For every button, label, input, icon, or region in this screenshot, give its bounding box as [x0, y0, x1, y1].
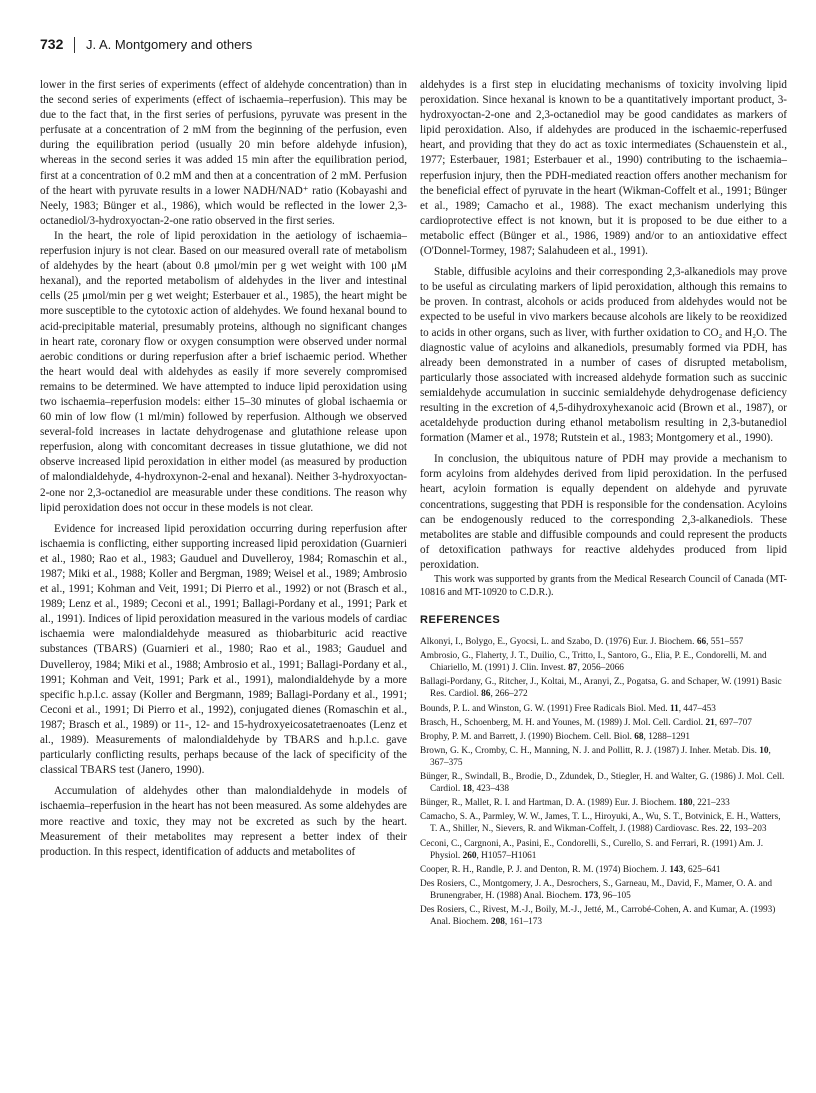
reference-volume: 22 [720, 824, 730, 835]
reference-pages: , 96–105 [598, 890, 631, 901]
reference-volume: 86 [481, 689, 491, 700]
reference-item [420, 864, 787, 876]
reference-item [420, 717, 787, 729]
body-paragraph: In the heart, the role of lipid peroxidation in the aetiology of ischaemia–reperfusion injury is not clear. Based on our measured overall rate of metabolism of aldehydes by the heart (about 0.8 μmol/min per g wet weight with 100 μM hexanal), and the reported metabolism of aldehydes in the liver and intestinal cells (25 μmol/min per g wet weight; Esterbauer et al., 1985), the heart might be more susceptible to the cytotoxic action of aldehydes. We found hexanal bound to acid-precipitable material, presumably proteins, although no significant changes in heart rate, coronary flow or oxygen consumption were observed under normal aerobic conditions or during reperfusion after a brief ischaemic period. Whether the heart would deal with aldehydes as easily if more severely compromised remains to be determined. We have attempted to induce lipid peroxidation using two ischaemia–reperfusion models: either 15–30 minutes of global ischaemia or 60 min of low flow (1 ml/min) followed by reperfusion. Although we observed several-fold increases in lactate dehydrogenase and glutathione release upon reperfusion, along with concomitant decreases in tissue glutathione, we did not observe increased lipid peroxidation in either model (as measured by production of malondialdehyde, 4-hydroxynon-2-enal and hexanal). Neither 3-hydroxyoctan-2-one nor 2,3-octanediol are measurable under these conditions. The reason why lipid peroxidation does not occur in these models is not clear. [40, 229, 407, 514]
reference-text: Cooper, R. H., Randle, P. J. and Denton, R. M. (1974) Biochem. J. [420, 864, 670, 875]
body-paragraph: In conclusion, the ubiquitous nature of PDH may provide a mechanism to form acyloins from aldehydes derived from lipid peroxidation. In the perfused heart, acyloin formation is equally dependent on aldehyde and pyruvate concentrations, suggesting that PDH is responsible for the condensation. Acyloins can be endogenously reduced to the corresponding 2,3-alkanediols. These metabolites are stable and diffusible compounds and could represent the products of detoxification pathways for reactive aldehydes produced from lipid peroxidation. [420, 453, 787, 571]
reference-volume: 18 [462, 784, 472, 795]
reference-pages: , 551–557 [706, 637, 744, 648]
reference-pages: , 193–203 [729, 824, 767, 835]
reference-text: Brown, G. K., Cromby, C. H., Manning, N. J. and Pollitt, R. J. (1987) J. Inher. Metab. Dis. [420, 745, 760, 756]
body-paragraph: Stable, diffusible acyloins and their corresponding 2,3-alkanediols may prove to be useful as circulating markers of lipid peroxidation, although this remains to be proven. In contrast, alcohols or acids produced from aldehydes would not be expected to be useful in vivo markers because alcohols are likely to be reoxidized to acids in other organs, such as liver, with further oxidation to CO₂ and H₂O. The diagnostic value of acyloins and alkanediols, presumably formed via PDH, has already been demonstrated in a number of cases of disrupted metabolism, particularly those associated with increased aldehyde formation such as succinic semialdehyde accumulation in succinic semialdehyde dehydrogenase deficiency resulting in the excretion of 4,5-dihydroxyhexanoic acid (Brown et al., 1987), or acetaldehyde production during ethanol metabolism resulting in 2,3-butanediol formation (Mamer et al., 1978; Rutstein et al., 1983; Montgomery et al., 1990). [420, 266, 787, 445]
reference-volume: 260 [462, 850, 477, 861]
reference-item [420, 703, 787, 715]
body-paragraph: aldehydes is a first step in elucidating mechanisms of toxicity involving lipid peroxidation. Since hexanal is known to be a quantitatively important product, 3-hydroxyoctan-2-one and 2,3-octanediol may be good candidates as markers of lipid peroxidation. Also, if aldehydes are produced in the ischaemic-reperfused heart, and providing that they do act as toxic intermediates (Schauenstein et al., 1977; Esterbauer, 1981; Esterbauer et al., 1990) contributing to the ischaemia–reperfusion injury, then the PDH-mediated reaction offers another mechanism for the beneficial effect of pyruvate in the heart (Wikman-Coffelt et al., 1991; Bünger et al., 1989; Camacho et al., 1988). The exact mechanism underlying this cardioprotective effect is not known, but it is proposed to be due either to a metabolic effect (Bünger et al., 1986, 1989) and/or to an antioxidative effect (O'Donnel-Tormey, 1987; Salahudeen et al., 1991). [420, 79, 787, 258]
reference-item [420, 650, 787, 674]
reference-volume: 10 [759, 745, 769, 756]
right-column [420, 78, 787, 930]
reference-text: Brophy, P. M. and Barrett, J. (1990) Biochem. Cell. Biol. [420, 731, 635, 742]
reference-pages: , 367–375 [430, 745, 771, 768]
reference-item [420, 904, 787, 928]
reference-pages: , 1288–1291 [643, 731, 691, 742]
reference-pages: , H1057–H1061 [476, 850, 537, 861]
reference-volume: 173 [584, 890, 599, 901]
reference-item [420, 745, 787, 769]
body-paragraph: lower in the first series of experiments (effect of aldehyde concentration) than in the second series of experiments (effect of ischaemia–reperfusion). This may be due to the fact that, in the first series of perfusions, pyruvate was present in the perfusate at a concentration of 2 mM from the beginning of the perfusion, even during the equilibration period (usually 20 min before aldehyde infusion), whereas in the second series it was added 15 min after the equilibration period, first at a concentration of 0.2 mM and then at a concentration of 2 mM. Perfusion of the heart with pyruvate results in a lower NADH/NAD⁺ ratio (Kobayashi and Neely, 1983; Bünger et al., 1986), which would be reflected in the lower 2,3-octanediol/3-hydroxyoctan-2-one ratio observed in the first series. [40, 79, 407, 227]
reference-text: Brasch, H., Schoenberg, M. H. and Younes, M. (1989) J. Mol. Cell. Cardiol. [420, 717, 706, 728]
reference-pages: , 447–453 [678, 703, 716, 714]
reference-item [420, 811, 787, 835]
reference-text: Camacho, S. A., Parmley, W. W., James, T. L., Hiroyuki, A., Wu, S. T., Botvinick, E. H., Watters, T. A., Shiller, N., Sievers, R. and Wikman-Coffelt, J. (1988) Cardiovasc. Res. [420, 812, 781, 835]
reference-text: Bünger, R., Swindall, B., Brodie, D., Zdundek, D., Stiegler, H. and Walter, G. (1986) J. Mol. Cell. Cardiol. [420, 772, 785, 795]
reference-volume: 21 [705, 717, 715, 728]
reference-text: Ceconi, C., Cargnoni, A., Pasini, E., Condorelli, S., Curello, S. and Ferrari, R. (1991) Am. J. Physiol. [420, 838, 764, 861]
reference-item [420, 636, 787, 648]
reference-item [420, 878, 787, 902]
reference-item [420, 838, 787, 862]
reference-item [420, 731, 787, 743]
reference-text: Alkonyi, I., Bolygo, E., Gyocsi, L. and Szabo, D. (1976) Eur. J. Biochem. [420, 637, 697, 648]
reference-volume: 180 [678, 798, 693, 809]
reference-pages: , 221–233 [692, 798, 730, 809]
reference-pages: , 697–707 [714, 717, 752, 728]
reference-volume: 87 [568, 663, 578, 674]
reference-pages: , 161–173 [504, 917, 543, 928]
reference-pages: , 625–641 [683, 864, 721, 875]
reference-pages: , 2056–2066 [577, 663, 624, 674]
reference-text: Ambrosio, G., Flaherty, J. T., Duilio, C., Tritto, I., Santoro, G., Elia, P. E., Condorelli, M. and Chiariello, M. (1991) J. Clin. Invest. [420, 651, 767, 674]
reference-item [420, 797, 787, 809]
page-number: 732 [40, 36, 64, 52]
header-divider [74, 37, 75, 53]
running-title: J. A. Montgomery and others [86, 37, 253, 52]
reference-list [420, 636, 787, 928]
reference-text: Des Rosiers, C., Rivest, M.-J., Boily, M.-J., Jetté, M., Carrobé-Cohen, A. and Kumar, A. (1993) Anal. Biochem. [420, 904, 776, 928]
reference-text: Des Rosiers, C., Montgomery, J. A., Desrochers, S., Garneau, M., David, F., Mamer, O. A. and Brunengraber, H. (1988) Anal. Biochem. [420, 878, 773, 901]
reference-volume: 143 [669, 864, 684, 875]
reference-volume: 68 [634, 731, 644, 742]
reference-text: Bünger, R., Mallet, R. I. and Hartman, D. A. (1989) Eur. J. Biochem. [420, 798, 679, 809]
reference-volume: 66 [696, 637, 707, 648]
acknowledgement: This work was supported by grants from the Medical Research Council of Canada (MT-10816 and MT-10920 to C.D.R.). [420, 574, 787, 598]
reference-pages: , 266–272 [490, 689, 528, 700]
left-column [40, 78, 407, 860]
page-header [40, 36, 778, 56]
reference-volume: 11 [669, 703, 679, 714]
body-paragraph: Accumulation of aldehydes other than malondialdehyde in models of ischaemia–reperfusion in the heart has not been measured. As some aldehydes are more reactive and toxic, they may not be excreted as such by the heart. Measurement of their metabolites may represent a better index of their production. In this respect, identification of adducts and metabolites of [40, 785, 407, 858]
body-paragraph: Evidence for increased lipid peroxidation occurring during reperfusion after ischaemia is conflicting, either supporting increased lipid peroxidation (Guarnieri et al., 1980; Rao et al., 1983; Gauduel and Duvelleroy, 1984; Romaschin et al., 1987; Miki et al., 1988; Koller and Bergman, 1989; Weisel et al., 1989; Ambrosio et al., 1991; Kohman and Veit, 1991; Di Pierro et al., 1992) or not (Brasch et al., 1989; Lenz et al., 1989; Ceconi et al., 1991; Ballagi-Pordany et al., 1991; Park et al., 1991). Indices of lipid peroxidation measured in the various models of cardiac ischaemia were malondialdehyde measured as thiobarbituric acid reactive substances (TBARS) (Guarnieri et al., 1980; Rao et al., 1983; Gauduel and Duvelleroy, 1984; Miki et al., 1988; Ambrosio et al., 1991; Ballagi-Pordany et al., 1991; Kohman and Veit, 1991; Park et al., 1991), malondialdehyde by a more specific h.p.l.c. assay (Koller and Bergmann, 1989; Ballagi-Pordany et al., 1991; Ceconi et al., 1991; Di Pierro et al., 1992), conjugated dienes (Romaschin et al., 1987; Brasch et al., 1989) or 11-, 12- and 15-hydroxyeicosatetraenoates (Lenz et al., 1989). Measurements of malondialdehyde by TBARS and h.p.l.c. gave particularly conflicting results, perhaps because of the lack of specificity of the classical TBARS test (Janero, 1990). [40, 522, 407, 777]
reference-text: Ballagi-Pordany, G., Ritcher, J., Koltai, M., Aranyi, Z., Pogatsa, G. and Schaper, W. (1991) Basic Res. Cardiol. [420, 677, 782, 700]
reference-text: Bounds, P. L. and Winston, G. W. (1991) Free Radicals Biol. Med. [420, 703, 670, 714]
reference-item [420, 676, 787, 700]
reference-item [420, 771, 787, 795]
reference-pages: , 423–438 [471, 784, 510, 795]
reference-volume: 208 [490, 917, 505, 928]
references-heading: REFERENCES [420, 614, 501, 626]
